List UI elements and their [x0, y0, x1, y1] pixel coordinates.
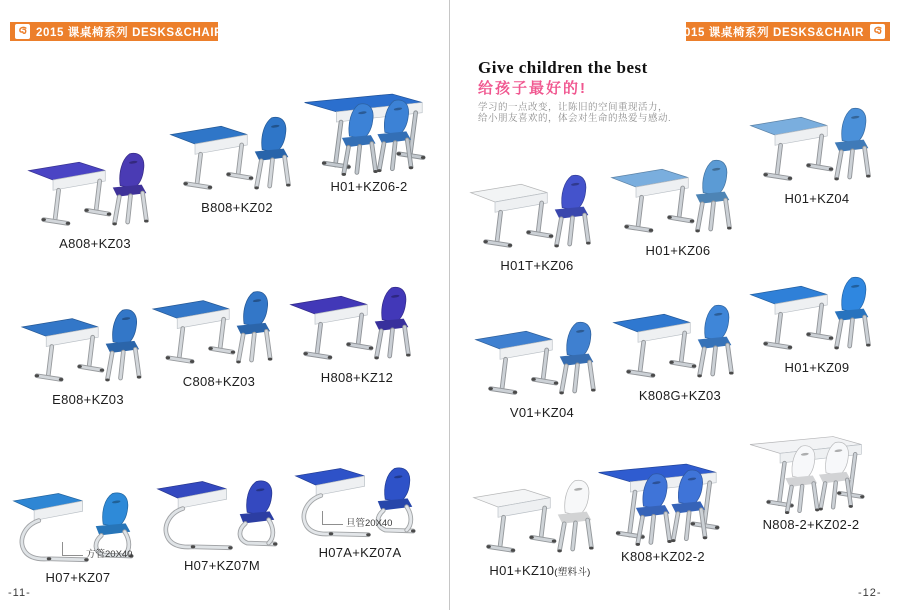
product-image [25, 82, 165, 236]
product-a808-kz03 [25, 82, 165, 252]
product-image [467, 118, 607, 258]
product-image [593, 424, 733, 549]
annotation-text: 旦管20X40 [346, 518, 393, 529]
product-v01-kz04 [472, 288, 612, 421]
product-image [152, 430, 292, 558]
product-image [747, 232, 887, 360]
brand-logo-icon [15, 24, 30, 39]
product-image [608, 112, 748, 243]
annotation-flat-tube [322, 511, 392, 529]
intro-body-line1: 学习的一点改变，让陈旧的空间重现活力， [478, 102, 669, 113]
product-image [472, 288, 612, 405]
product-image [149, 270, 289, 374]
product-code: H07+KZ07M [183, 558, 261, 573]
product-image [287, 241, 427, 370]
product-image [167, 76, 307, 200]
product-image [18, 288, 158, 392]
product-h01t-kz06 [467, 118, 607, 274]
intro-heading-en: Give children the best [478, 58, 648, 77]
product-h01-kz09 [747, 232, 887, 376]
product-image [747, 72, 887, 191]
product-h07-kz07m [152, 430, 292, 574]
product-image [736, 418, 886, 517]
product-code: H01+KZ04 [784, 191, 850, 206]
annotation-square-tube [62, 542, 132, 560]
product-h01-kz06-2 [299, 62, 439, 195]
header-title-right: 2015 课桌椅系列 DESKS&CHAIR [676, 26, 864, 39]
intro-heading-zh: 给孩子最好的! [478, 80, 587, 97]
product-e808-kz03 [18, 288, 158, 408]
product-image [299, 62, 439, 179]
product-k808g-kz03 [610, 262, 750, 404]
product-code-suffix: (塑料斗) [554, 567, 591, 578]
product-code: H07A+KZ07A [318, 545, 402, 560]
callout-line [62, 542, 83, 556]
product-b808-kz02 [167, 76, 307, 216]
brand-logo-icon [870, 24, 885, 39]
product-code: H07+KZ07 [45, 570, 111, 585]
product-code: H01+KZ10(塑料斗) [489, 563, 591, 578]
product-h01-kz04 [747, 72, 887, 207]
product-k808-kz02-2 [593, 424, 733, 565]
product-code: K808+KZ02-2 [621, 549, 705, 564]
product-code: H01T+KZ06 [500, 258, 574, 273]
product-code: A808+KZ03 [59, 236, 131, 251]
product-h07a-kz07a [290, 406, 430, 561]
product-code: H01+KZ09 [784, 360, 850, 375]
product-code: H01+KZ06 [645, 243, 711, 258]
header-bar-right [676, 22, 890, 41]
page-number-right: -12- [858, 587, 882, 599]
product-image [470, 440, 610, 563]
product-image [610, 262, 750, 388]
product-h01-kz10 [470, 440, 610, 581]
page-divider [449, 0, 450, 610]
header-title-left: 2015 课桌椅系列 DESKS&CHAIR [36, 26, 224, 39]
page-number-left: -11- [8, 587, 31, 599]
product-code: B808+KZ02 [201, 200, 273, 215]
product-code: H808+KZ12 [320, 370, 394, 385]
product-code: V01+KZ04 [509, 405, 575, 420]
product-code: N808-2+KZ02-2 [762, 517, 860, 532]
intro-body-line2: 给小朋友喜欢的，体会对生命的热爱与感动. [478, 113, 672, 124]
annotation-text: 方管20X40 [86, 549, 133, 560]
product-h01-kz06 [608, 112, 748, 259]
product-code: C808+KZ03 [182, 374, 256, 389]
callout-line [322, 511, 343, 525]
product-code: K808G+KZ03 [638, 388, 722, 403]
product-n808-2-kz02-2 [736, 418, 886, 533]
header-bar-left [10, 22, 224, 41]
product-code: H01+KZ06-2 [330, 179, 408, 194]
product-code: E808+KZ03 [52, 392, 124, 407]
product-h808-kz12 [287, 241, 427, 386]
product-h07-kz07 [8, 446, 148, 586]
product-c808-kz03 [149, 270, 289, 390]
